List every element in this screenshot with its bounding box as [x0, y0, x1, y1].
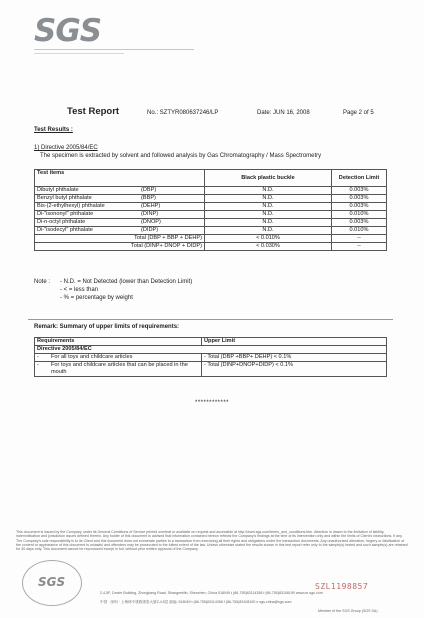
report-title: Test Report — [67, 106, 120, 117]
test-limit: 0.003% — [332, 187, 387, 195]
header-detection-limit: Detection Limit — [332, 170, 387, 187]
header-sample: Black plastic buckle — [205, 170, 332, 187]
test-result: N.D. — [205, 195, 332, 203]
test-item: Dibutyl phthalate — [35, 187, 140, 195]
test-abbr: (DBP) — [139, 187, 205, 195]
seal-text: SGS — [38, 575, 66, 589]
upper-limit: - Total (DBP +BBP+ DEHP) < 0.1% — [202, 354, 387, 362]
test-item: Di-n-octyl phthalate — [35, 219, 140, 227]
test-limit: 0.003% — [332, 195, 387, 203]
test-item: Bis-(2-ethylhexyl) phthalate — [35, 203, 140, 211]
test-abbr: (DIDP) — [139, 227, 205, 235]
table-row — [35, 227, 387, 235]
requirement-text: For toys and childcare articles that can be placed in the mouth — [51, 362, 188, 375]
test-limit: 0.003% — [332, 203, 387, 211]
serial-number: SZL1198857 — [315, 582, 369, 591]
test-abbr: (DINP) — [139, 211, 205, 219]
table-row — [35, 195, 387, 203]
test-limit: 0.003% — [332, 219, 387, 227]
table-row — [35, 219, 387, 227]
results-heading: Test Results : — [34, 127, 73, 133]
table-total-row — [35, 235, 387, 243]
test-result: N.D. — [205, 227, 332, 235]
test-limit: 0.010% — [332, 211, 387, 219]
test-abbr: (DEHP) — [139, 203, 205, 211]
results-table — [34, 169, 387, 251]
note-label: Note : — [34, 279, 51, 285]
upper-limit: - Total (DINP+DNOP+DIDP) < 0.1% — [202, 362, 387, 377]
section-divider — [28, 319, 393, 320]
header-test-items: Test items — [35, 170, 205, 187]
directive-label: Directive 2005/84/EC — [35, 346, 387, 354]
table-row — [35, 211, 387, 219]
page-number: Page 2 of 5 — [343, 110, 374, 116]
header-requirements: Requirements — [35, 338, 202, 346]
table-total-row — [35, 243, 387, 251]
footer-address-cn: 中国 · 深圳 · 上梅林中康路康泰大厦2,4,5层 邮编: 518049 t (86-755)83114358 f (86-755)83108190 e sgs.china@sgs.com — [100, 600, 292, 604]
method-description: The specimen is extracted by solvent and followed analysis by Gas Chromatography / Mass Spectrometry — [40, 153, 322, 159]
footer-member: Member of the SGS Group (SGS SA) — [318, 609, 378, 613]
test-abbr: (BBP) — [139, 195, 205, 203]
total-limit: -- — [332, 235, 387, 243]
directive-heading: 1) Directive 2005/84/EC — [34, 145, 98, 151]
requirements-table — [34, 337, 387, 377]
logo-divider — [34, 49, 194, 50]
remark-heading: Remark: Summary of upper limits of requirements: — [34, 324, 180, 330]
total-result: < 0.030% — [205, 243, 332, 251]
total-label: Total (DBP + BBP + DEHP) — [35, 235, 205, 243]
total-label: Total (DINP+ DNOP + DIDP) — [35, 243, 205, 251]
requirement-cell: - For toys and childcare articles that can be placed in the mouth — [35, 362, 202, 377]
footer-disclaimer: This document is issued by the Company under its General Conditions of Service printed overleaf or available on request and accessible at http://www.sgs.com/terms_and_conditions.htm. Attention is drawn to the limitation of liability, indemnification and jurisdiction issues defined therein. Any holder of this document is advised that information contained hereon reflects the Company's findings at the time of its intervention only and within the limits of Client's instructions, if any. The Company's sole responsibility is to its Client and this document does not exonerate parties to a transaction from exercising all their rights and obligations under the transaction documents. Any unauthorized alteration, forgery or falsification of the content or appearance of this document is unlawful and offenders may be prosecuted to the fullest extent of the law. Unless otherwise stated the results shown in this test report refer only to the sample(s) tested and such sample(s) are retained for 30 days only. This document cannot be reproduced except in full, without prior written approval of the Company. — [16, 530, 408, 552]
table-row — [35, 187, 387, 195]
table-row — [35, 346, 387, 354]
logo-divider-secondary — [34, 53, 124, 54]
header-upper-limit: Upper Limit — [202, 338, 387, 346]
table-row — [35, 354, 387, 362]
test-result: N.D. — [205, 219, 332, 227]
total-result: < 0.010% — [205, 235, 332, 243]
test-item: Benzyl butyl phthalate — [35, 195, 140, 203]
footer-address-en: 2,4,5F, Cester Building, Zhongkang Road, Shangmeilin, Shenzhen, China 518049 t (86-755)83114358 f (86-755)83108190 www.cn.sgs.com — [100, 591, 323, 595]
sgs-logo: SGS — [34, 13, 102, 49]
requirement-cell: - For all toys and childcare articles — [35, 354, 202, 362]
note-line: - N.D. = Not Detected (lower than Detection Limit) — [60, 279, 193, 285]
test-result: N.D. — [205, 203, 332, 211]
report-number: No.: SZTYR080637246/LP — [147, 110, 219, 116]
test-abbr: (DNOP) — [139, 219, 205, 227]
test-result: N.D. — [205, 211, 332, 219]
note-line: - % = percentage by weight — [60, 295, 133, 301]
end-of-results-marker: ************ — [195, 400, 230, 406]
test-item: Di-"isodecyl" phthalate — [35, 227, 140, 235]
test-item: Di-"isononyl" phthalate — [35, 211, 140, 219]
report-date: Date: JUN 16, 2008 — [257, 110, 310, 116]
table-row — [35, 203, 387, 211]
test-limit: 0.010% — [332, 227, 387, 235]
note-line: - < = less than — [60, 287, 99, 293]
total-limit: -- — [332, 243, 387, 251]
test-result: N.D. — [205, 187, 332, 195]
table-header-row — [35, 170, 387, 187]
table-row — [35, 362, 387, 377]
requirement-text: For all toys and childcare articles — [51, 354, 133, 360]
table-header-row — [35, 338, 387, 346]
